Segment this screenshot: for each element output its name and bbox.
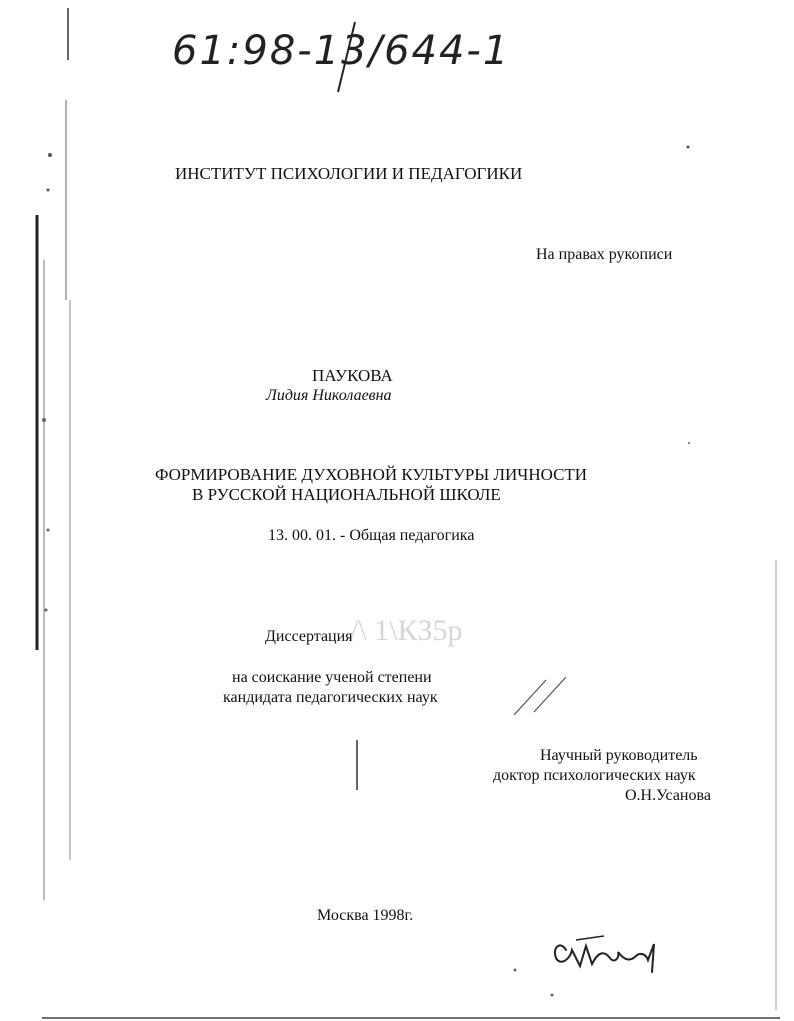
degree-line2: кандидата педагогических наук xyxy=(223,689,438,706)
supervisor-label: Научный руководитель xyxy=(540,747,698,764)
dissertation-title-line2: В РУССКОЙ НАЦИОНАЛЬНОЙ ШКОЛЕ xyxy=(192,485,501,504)
document-type: Диссертация xyxy=(265,628,353,645)
dissertation-title-line1: ФОРМИРОВАНИЕ ДУХОВНОЙ КУЛЬТУРЫ ЛИЧНОСТИ xyxy=(155,465,588,484)
archive-number: 61:98-13/644-1 xyxy=(172,28,511,74)
author-name: Лидия Николаевна xyxy=(266,387,392,404)
institute-name: ИНСТИТУТ ПСИХОЛОГИИ И ПЕДАГОГИКИ xyxy=(175,164,523,183)
author-surname: ПАУКОВА xyxy=(312,366,393,385)
supervisor-degree: доктор психологических наук xyxy=(493,767,696,784)
place-year: Москва 1998г. xyxy=(317,907,414,924)
supervisor-name: О.Н.Усанова xyxy=(625,787,711,804)
specialty-code: 13. 00. 01. - Общая педагогика xyxy=(268,527,475,544)
svg-text:/\ 1\КЗ5р: /\ 1\КЗ5р xyxy=(350,614,463,647)
manuscript-rights: На правах рукописи xyxy=(536,246,673,263)
degree-line1: на соискание ученой степени xyxy=(232,669,432,686)
